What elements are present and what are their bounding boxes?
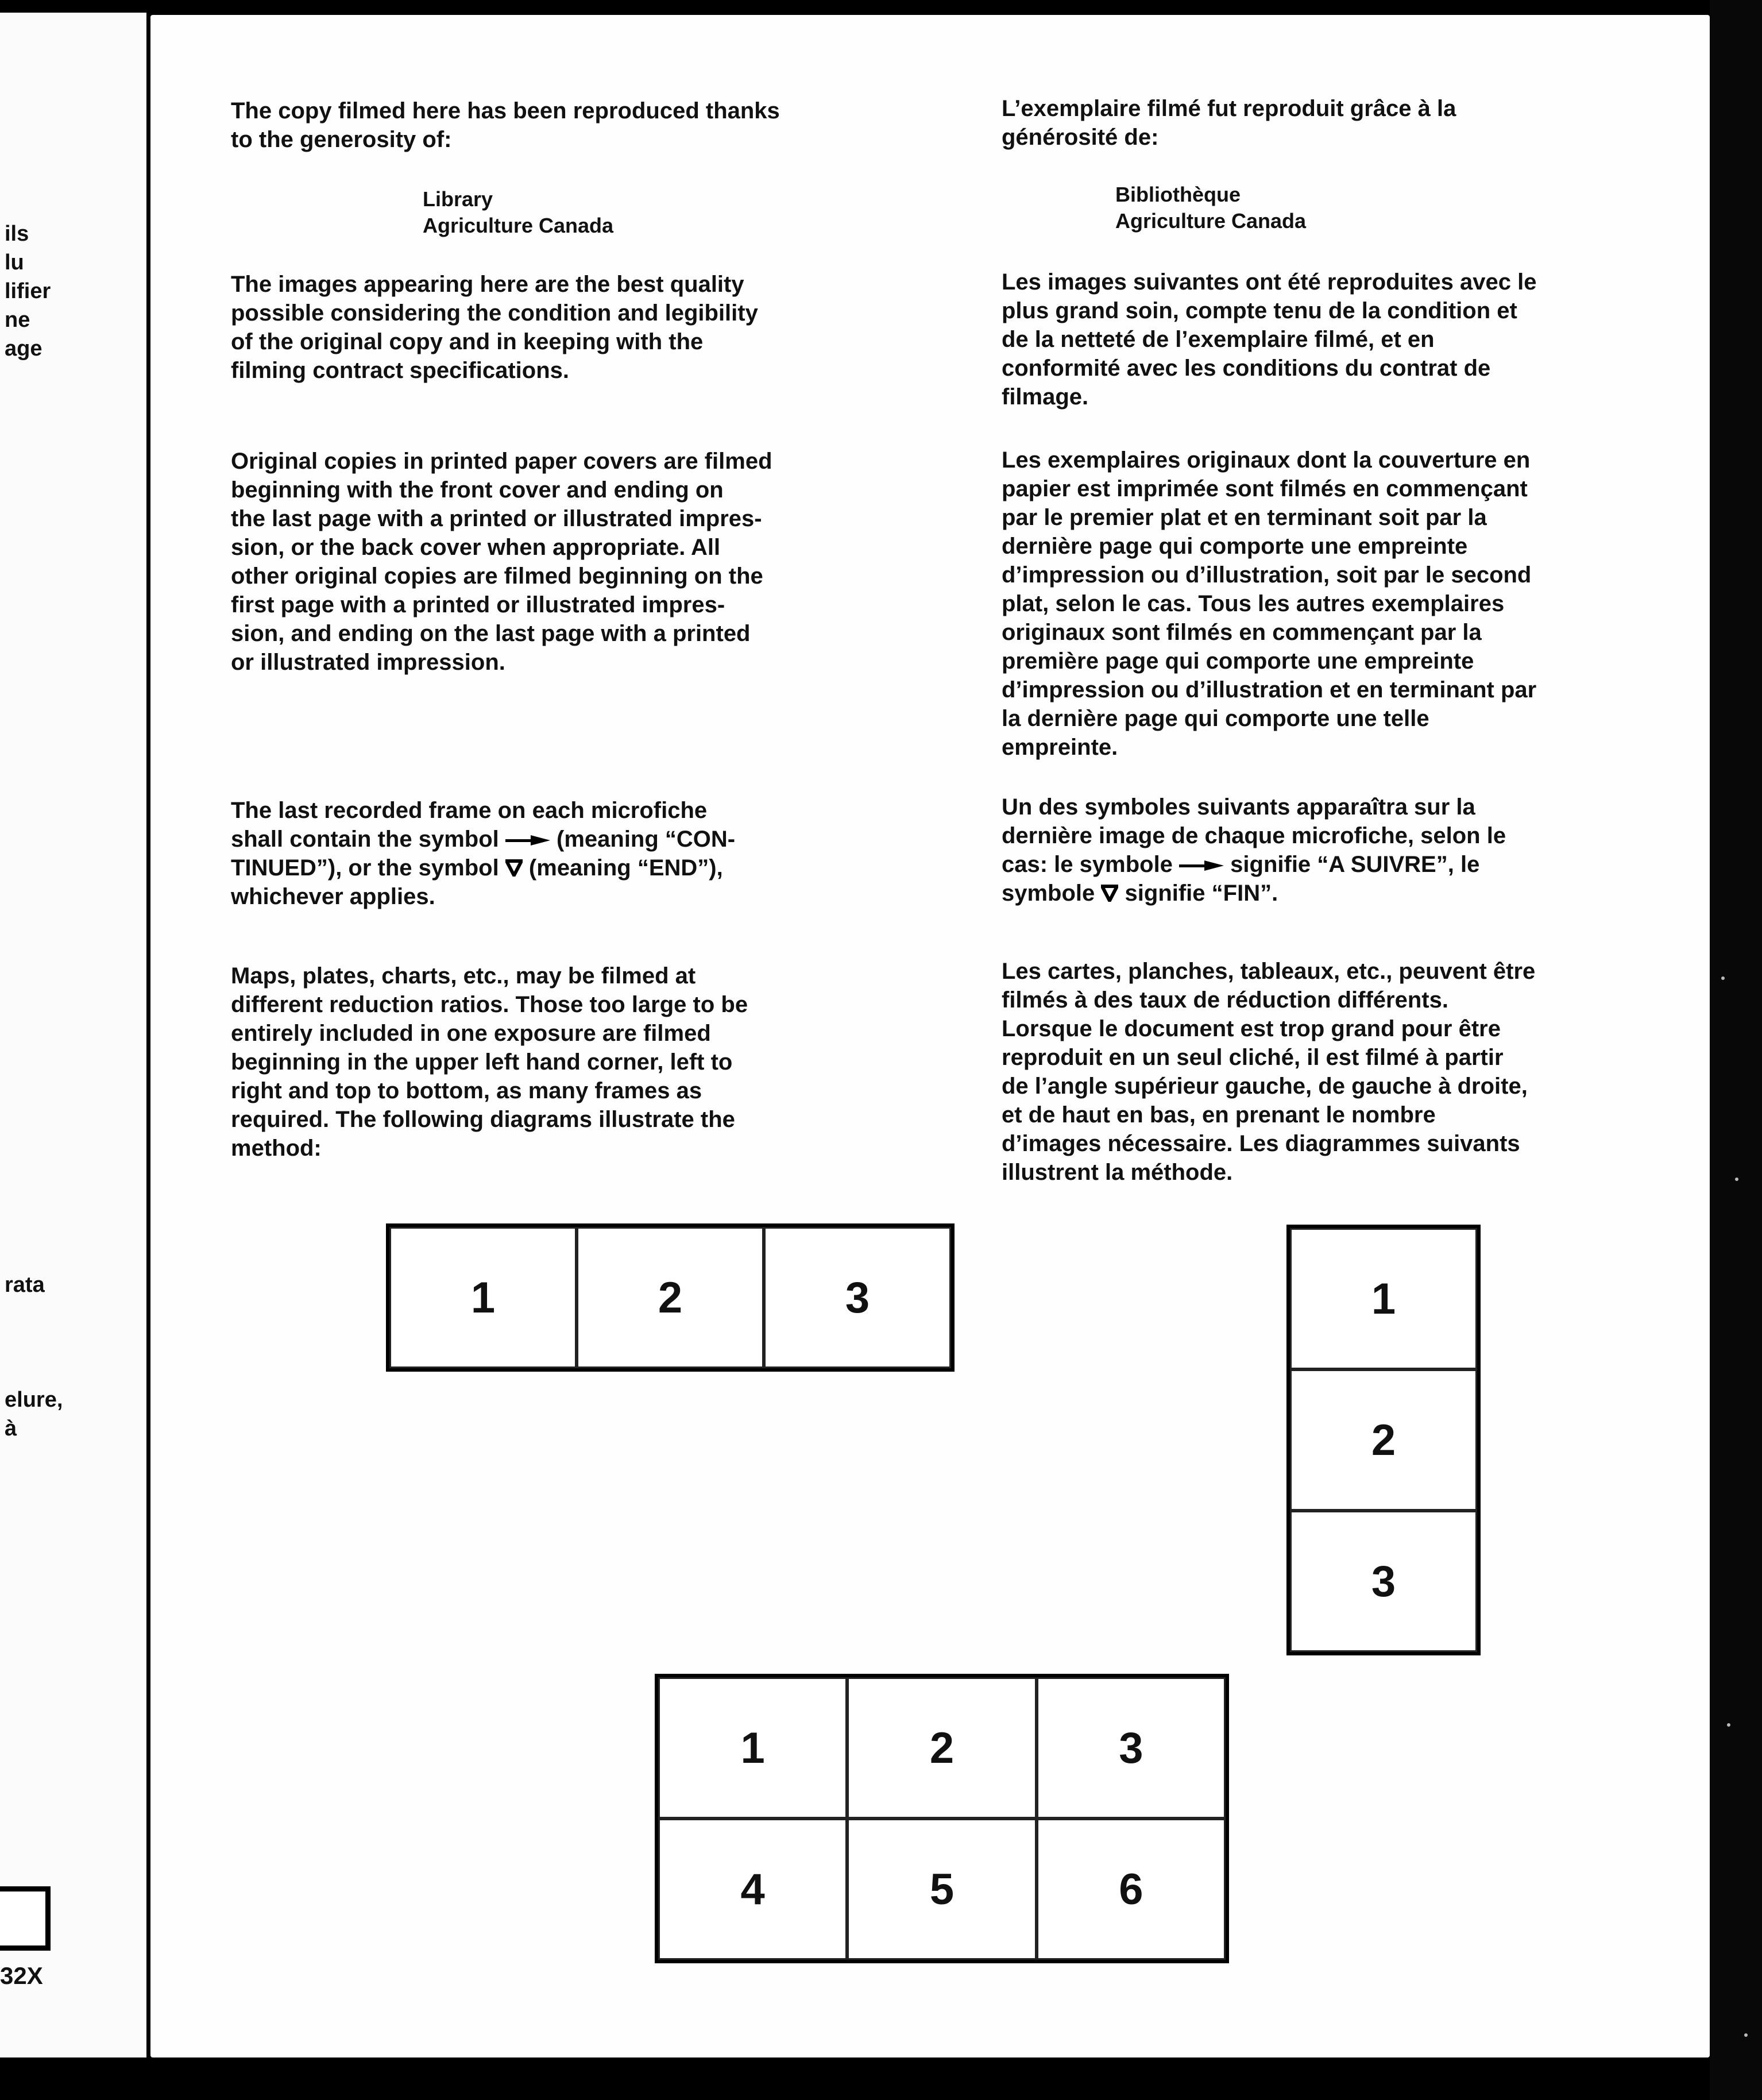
symbols-text: Un des symboles suivants apparaîtra sur la dernière image de chaque microfiche, selon le cas: le symbole bbox=[1002, 794, 1506, 877]
frame-cell: 5 bbox=[847, 1819, 1036, 1960]
credit-block: Library Agriculture Canada bbox=[423, 187, 614, 237]
margin-text-fragment: lu bbox=[5, 250, 24, 275]
margin-text-fragment: lifier bbox=[5, 279, 51, 303]
frame-cell: 4 bbox=[658, 1819, 847, 1960]
symbols-paragraph bbox=[1002, 793, 1506, 908]
frame-cell: 3 bbox=[1037, 1677, 1226, 1819]
frame-cell: 1 bbox=[658, 1677, 847, 1819]
frame-cell: 2 bbox=[847, 1677, 1036, 1819]
originals-paragraph: Les exemplaires originaux dont la couverture en papier est imprimée sont filmés en commençant par le premier plat et en terminant soit par la dernière page qui comporte une empreinte d’impression ou d’illustration, soit par le second plat, selon le cas. Tous les autres exemplaires originaux sont filmés en commençant par la première page qui comporte une empreinte d’impression ou d’illustration et en terminant par la dernière page qui comporte une telle empreinte. bbox=[1002, 447, 1537, 760]
row-diagram bbox=[386, 1223, 955, 1372]
continued-arrow-icon bbox=[1179, 860, 1224, 871]
symbols-text: signifie “FIN”. bbox=[1118, 881, 1278, 906]
margin-text-fragment: ne bbox=[5, 308, 30, 332]
symbols-text: The last recorded frame on each microfiche shall contain the symbol bbox=[231, 798, 708, 852]
maps-paragraph: Les cartes, planches, tableaux, etc., peuvent être filmés à des taux de réduction différents. Lorsque le document est trop grand pour être reproduit en un seul cliché, il est filmé à partir de l’angle supérieur gauche, de gauche à droite, et de haut en bas, en prenant le nombre d’images nécessaire. Les diagrammes suivants illustrent la méthode. bbox=[1002, 959, 1536, 1185]
symbols-text: (meaning “END”), whichever applies. bbox=[231, 855, 723, 909]
grid-diagram bbox=[655, 1674, 1229, 1963]
column-diagram bbox=[1286, 1225, 1481, 1655]
frame-cell: 6 bbox=[1037, 1819, 1226, 1960]
quality-paragraph: Les images suivantes ont été reproduites avec le plus grand soin, compte tenu de la condition et de la netteté de l’exemplaire filmé, et en conformité avec les conditions du contrat de filmage. bbox=[1002, 269, 1537, 410]
frame-cell: 3 bbox=[1290, 1511, 1477, 1652]
frame-cell: 3 bbox=[764, 1227, 951, 1368]
originals-paragraph: Original copies in printed paper covers are filmed beginning with the front cover and ending on the last page with a printed or illustrated impres- sion, or the back cover when appropriate. All other original copies are filmed beginning on the first page with a printed or illustrated impres- sion, and ending on the last page with a printed or illustrated impression. bbox=[231, 449, 772, 675]
scan-dark-edge bbox=[1710, 0, 1762, 2100]
intro-paragraph: L’exemplaire filmé fut reproduit grâce à la générosité de: bbox=[1002, 96, 1456, 150]
maps-paragraph: Maps, plates, charts, etc., may be filmed at different reduction ratios. Those too large to be entirely included in one exposure are filmed beginning in the upper left hand corner, left to right and top to bottom, as many frames as required. The following diagrams illustrate the method: bbox=[231, 963, 748, 1161]
reduction-ratio-label: 32X bbox=[0, 1962, 43, 1989]
margin-text-fragment: à bbox=[5, 1416, 17, 1441]
frame-cell: 1 bbox=[389, 1227, 577, 1368]
margin-text-fragment: elure, bbox=[5, 1388, 63, 1412]
continued-arrow-icon bbox=[505, 835, 550, 846]
frame-cell: 1 bbox=[1290, 1228, 1477, 1369]
symbols-paragraph bbox=[231, 796, 735, 911]
document-page bbox=[150, 15, 1710, 2057]
margin-text-fragment: rata bbox=[5, 1273, 45, 1297]
frame-cell: 2 bbox=[577, 1227, 764, 1368]
margin-text-fragment: age bbox=[5, 337, 42, 361]
end-triangle-icon bbox=[1101, 885, 1118, 902]
reduction-ratio-box bbox=[0, 1886, 51, 1951]
quality-paragraph: The images appearing here are the best quality possible considering the condition and legibility of the original copy and in keeping with the filming contract specifications. bbox=[231, 272, 758, 383]
intro-paragraph: The copy filmed here has been reproduced thanks to the generosity of: bbox=[231, 98, 780, 152]
credit-block: Bibliothèque Agriculture Canada bbox=[1115, 183, 1307, 233]
adjacent-page-strip bbox=[0, 13, 146, 2057]
symbols-text: signifie “A SUIVRE”, le symbole bbox=[1002, 852, 1480, 906]
margin-text-fragment: ils bbox=[5, 222, 29, 246]
frame-cell: 2 bbox=[1290, 1369, 1477, 1511]
end-triangle-icon bbox=[505, 859, 523, 877]
symbols-text: (meaning “CON- TINUED”), or the symbol bbox=[231, 827, 736, 881]
